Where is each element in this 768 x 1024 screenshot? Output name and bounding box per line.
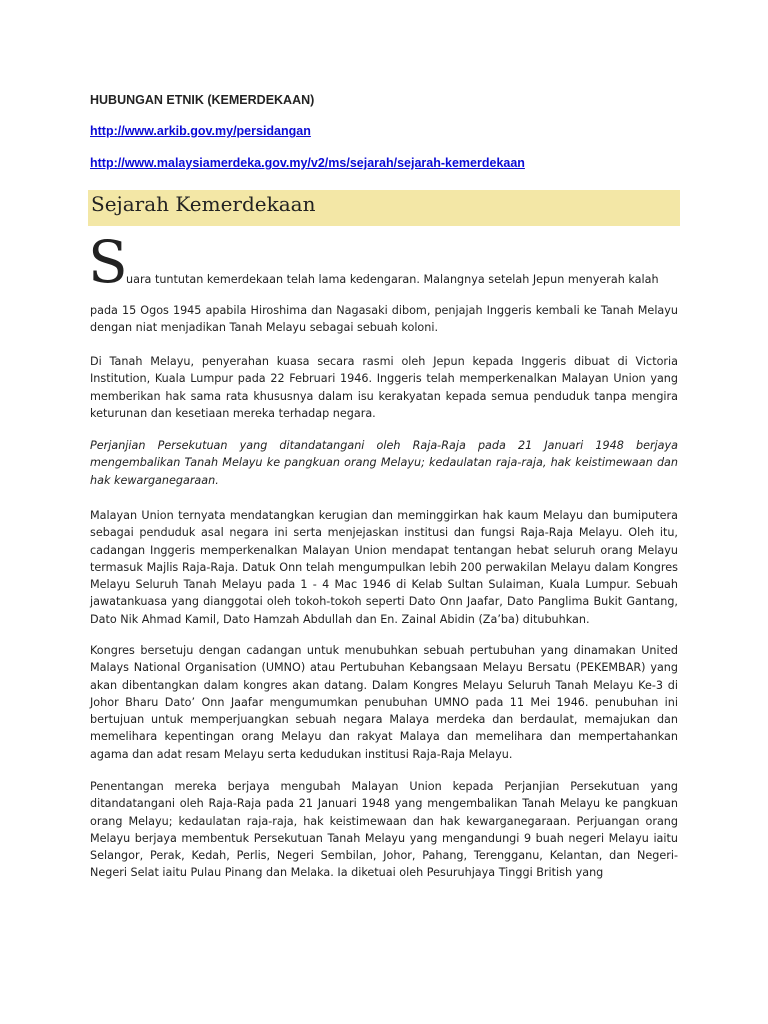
paragraph-6: Penentangan mereka berjaya mengubah Malayan Union kepada Perjanjian Persekutuan yang ditandatangani oleh Raja-Raja pada 21 Januari 1948 yang mengembalikan Tanah Melayu ke pangkuan orang Melayu; kedaulatan raja-raja, hak keistimewaan dan hak kewarganegaraan. Perjuangan orang Melayu berjaya membentuk Persekutuan Tanah Melayu yang mengandungi 9 buah negeri Melayu iaitu Selangor, Perak, Kedah, Perlis, Negeri Sembilan, Johor, Pahang, Terengganu, Kelantan, dan Negeri-Negeri Selat iaitu Pulau Pinang dan Melaka. Ia diketuai oleh Pesuruhjaya Tinggi British yang bbox=[90, 780, 678, 880]
paragraph-4: Malayan Union ternyata mendatangkan kerugian dan meminggirkan hak kaum Melayu dan bumiputera sebagai penduduk asal negara ini serta menjejaskan institusi dan fungsi Raja-Raja Melayu. Oleh itu, cadangan Inggeris memperkenalkan Malayan Union mendapat tentangan hebat seluruh orang Melayu termasuk Majlis Raja-Raja. Datuk Onn telah mengumpulkan lebih 200 perwakilan Melayu dalam Kongres Melayu Seluruh Tanah Melayu pada 1 - 4 Mac 1946 di Kelab Sultan Sulaiman, Kuala Lumpur. Sebuah jawatankuasa yang dianggotai oleh tokoh-tokoh seperti Dato Onn Jaafar, Dato Panglima Bukit Gantang, Dato Nik Ahmad Kamil, Dato Hamzah Abdullah dan En. Zainal Abidin (Za’ba) ditubuhkan. bbox=[90, 509, 678, 626]
malaysiamerdeka-link[interactable]: http://www.malaysiamerdeka.gov.my/v2/ms/sejarah/sejarah-kemerdekaan bbox=[90, 156, 525, 170]
document-title: HUBUNGAN ETNIK (KEMERDEKAAN) bbox=[90, 93, 315, 107]
first-line: uara tuntutan kemerdekaan telah lama kedengaran. Malangnya setelah Jepun menyerah kalah bbox=[126, 273, 659, 286]
section-heading-box bbox=[88, 190, 680, 226]
drop-cap: S bbox=[88, 228, 128, 296]
paragraph-2: Di Tanah Melayu, penyerahan kuasa secara rasmi oleh Jepun kepada Inggeris dibuat di Victoria Institution, Kuala Lumpur pada 22 Februari 1946. Inggeris telah memperkenalkan Malayan Union yang memberikan hak sama rata khususnya dalam isu kerakyatan kepada semua penduduk tanpa mengira keturunan dan kesetiaan mereka terhadap negara. bbox=[90, 355, 678, 420]
section-heading: Sejarah Kemerdekaan bbox=[91, 192, 316, 216]
paragraph-5: Kongres bersetuju dengan cadangan untuk menubuhkan sebuah pertubuhan yang dinamakan United Malays National Organisation (UMNO) atau Pertubuhan Kebangsaan Melayu Bersatu (PEKEMBAR) yang akan dibentangkan dalam kongres akan datang. Dalam Kongres Melayu Seluruh Tanah Melayu Ke-3 di Johor Bharu Dato’ Onn Jaafar mengumumkan penubuhan UMNO pada 11 Mei 1946. penubuhan ini bertujuan untuk memperjuangkan sebuah negara Malaya merdeka dan berdaulat, memajukan dan memelihara kepentingan orang Melayu dan rakyat Malaya dan memelihara dan mempertahankan agama dan adat resam Melayu serta kedudukan institusi Raja-Raja Melayu. bbox=[90, 644, 678, 761]
paragraph-3-italic: Perjanjian Persekutuan yang ditandatangani oleh Raja-Raja pada 21 Januari 1948 berjaya mengembalikan Tanah Melayu ke pangkuan orang Melayu; kedaulatan raja-raja, hak keistimewaan dan hak kewarganegaraan. bbox=[90, 439, 678, 487]
paragraph-1: pada 15 Ogos 1945 apabila Hiroshima dan Nagasaki dibom, penjajah Inggeris kembali ke Tanah Melayu dengan niat menjadikan Tanah Melayu sebagai sebuah koloni. bbox=[90, 304, 678, 335]
arkib-link[interactable]: http://www.arkib.gov.my/persidangan bbox=[90, 124, 311, 138]
